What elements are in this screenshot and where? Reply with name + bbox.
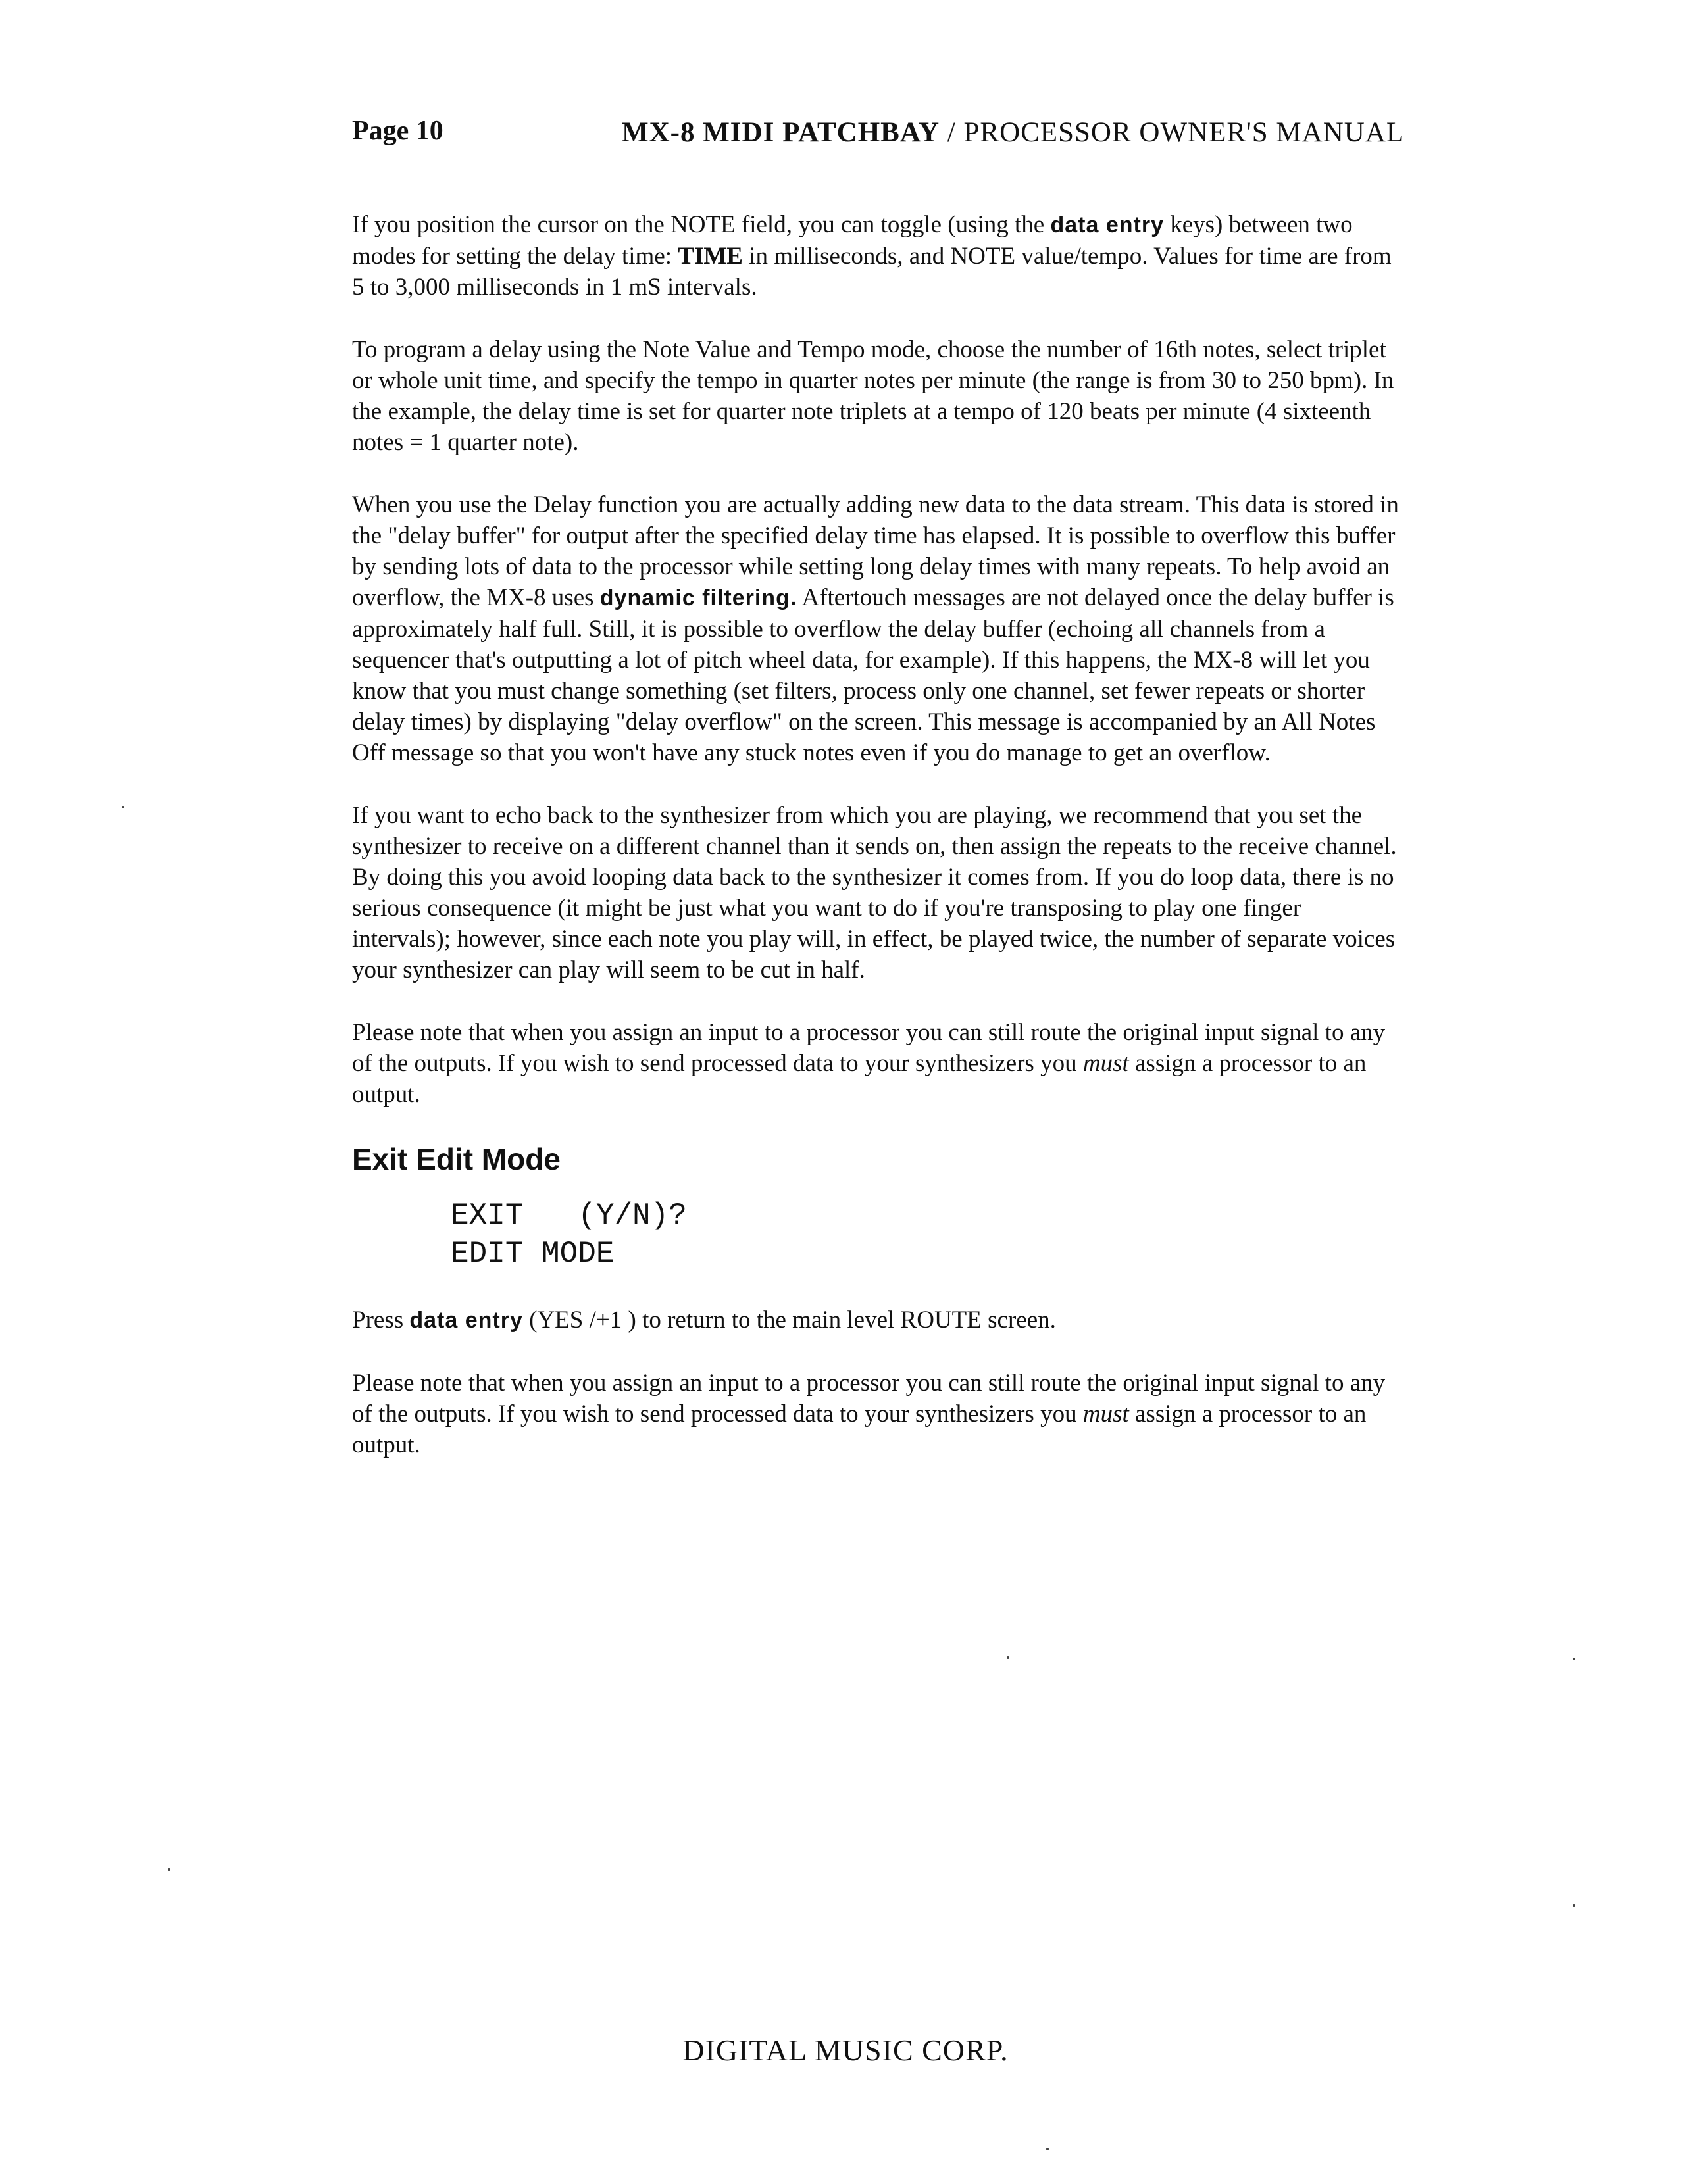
text-run: Please note that when you assign an input to a processor you can still route the original input signal to any of the outputs. If you wish to send processed data to your synthesizers you [352, 1370, 1386, 1427]
scan-speck [168, 1868, 170, 1871]
text-run: Please note that when you assign an input to a processor you can still route the original input signal to any of the outputs. If you wish to send processed data to your synthesizers you [352, 1019, 1386, 1077]
text-run: (YES /+1 ) to return to the main level ROUTE screen. [522, 1306, 1056, 1333]
text-run: When you use the Delay function you are actually adding new data to the data stream. This data is stored in the "delay buffer" for output after the specified delay time has elapsed. It is possible to overflow this buffer by sending lots of data to the processor while setting long delay times with many repeats. To help avoid an overflow, the MX-8 uses [352, 491, 1399, 611]
manual-title-product: MX-8 MIDI PATCHBAY [622, 117, 940, 148]
text-run: assign a processor to an output. [352, 1401, 1367, 1458]
scan-speck [1573, 1904, 1575, 1907]
page-header [352, 115, 1438, 161]
bold-term: dynamic filtering. [599, 585, 797, 610]
lcd-line-2: EDIT MODE [451, 1237, 615, 1271]
text-run: keys) between two modes for setting the delay time: [352, 211, 1353, 270]
paragraph-press-data-entry [352, 1304, 1405, 1336]
lcd-line-1: EXIT (Y/N)? [451, 1199, 687, 1233]
section-title-exit-edit-mode: Exit Edit Mode [352, 1142, 561, 1176]
scan-speck [1573, 1658, 1575, 1660]
text-run: Press [352, 1306, 410, 1333]
italic-term: must [1082, 1401, 1129, 1427]
bold-term: data entry [409, 1308, 523, 1333]
page-footer-company: DIGITAL MUSIC CORP. [682, 2033, 1009, 2067]
italic-term: must [1082, 1050, 1129, 1077]
text-run: assign a processor to an output. [352, 1050, 1367, 1108]
manual-title [622, 116, 1404, 149]
page-body [352, 209, 1405, 1492]
scan-speck [122, 806, 124, 808]
paragraph-note-tempo: To program a delay using the Note Value and Tempo mode, choose the number of 16th notes, select triplet or whole unit time, and specify the tempo in quarter notes per minute (the range is from 30 to 250 bpm). In the example, the delay time is set for quarter note triplets at a tempo of 120 beats per minute (4 sixteenth notes = 1 quarter note). [352, 336, 1394, 456]
page-number: Page 10 [352, 116, 443, 146]
text-run: If you position the cursor on the NOTE field, you can toggle (using the [352, 211, 1051, 238]
text-run: Aftertouch messages are not delayed once the delay buffer is approximately half full. Still, it is possible to overflow the delay buffer (echoing all channels from a sequencer that's outputting a lot of pitch wheel data, for example). If this happens, the MX-8 will let you know that you must change something (set filters, process only one channel, set fewer repeats or shorter delay times) by displaying "delay overflow" on the screen. This message is accompanied by an All Notes Off message so that you won't have any stuck notes even if you do manage to get an overflow. [352, 584, 1394, 766]
lcd-display [451, 1197, 1405, 1273]
scan-speck [1046, 2148, 1049, 2150]
bold-term: data entry [1050, 212, 1164, 237]
scan-speck [1007, 1656, 1009, 1659]
manual-title-rest: / PROCESSOR OWNER'S MANUAL [940, 117, 1405, 148]
paragraph-processor-note [352, 1017, 1405, 1110]
text-run: in milliseconds, and NOTE value/tempo. Values for time are from 5 to 3,000 milliseconds in 1 mS intervals. [352, 243, 1392, 301]
paragraph-echo-back: If you want to echo back to the synthesizer from which you are playing, we recommend that you set the synthesizer to receive on a different channel than it sends on, then assign the repeats to the receive channel. By doing this you avoid looping data back to the synthesizer it comes from. If you do loop data, there is no serious consequence (it might be just what you want to do if you're transposing to play one finger intervals); however, since each note you play will, in effect, be played twice, the number of separate voices your synthesizer can play will seem to be cut in half. [352, 802, 1397, 983]
paragraph-delay-buffer [352, 489, 1405, 768]
paragraph-note-field [352, 209, 1405, 303]
paragraph-processor-note-repeat [352, 1368, 1405, 1460]
bold-term: TIME [678, 243, 743, 270]
